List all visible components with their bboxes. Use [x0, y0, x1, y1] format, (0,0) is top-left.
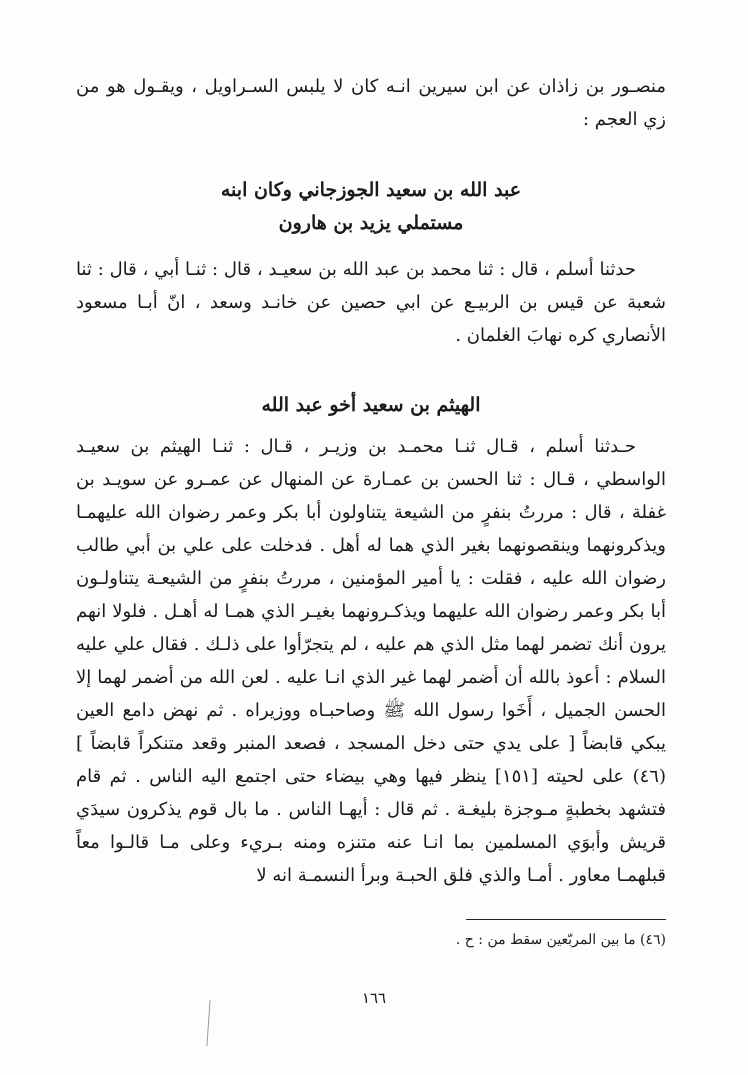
page-number: ١٦٦ — [361, 989, 387, 1007]
section1-heading-line1: عبد الله بن سعيد الجوزجاني وكان ابنه — [220, 179, 522, 201]
section2-text — [76, 430, 666, 892]
section2-heading: الهيثم بن سعيد أخو عبد الله — [261, 394, 481, 416]
intro-paragraph: منصـور بن زاذان عن ابن سيرين انـه كان لا يلبس السـراويل ، ويقـول هو من زي العجم : — [76, 76, 666, 130]
footnote-divider — [466, 919, 666, 920]
intro-text — [76, 70, 666, 136]
section2-paragraph: حـدثنا أسلم ، قـال ثنـا محمـد بن وزيـر ، قـال : ثنـا الهيثم بن سعيـد الواسطي ، قـال : ثنا الحسن بن عمـارة عن المنهال عن عمـرو عن سويـد بن غفلة ، قال : مررتُ بنفرٍ من الشيعة يتناولون أبا بكر وعمر رضوان الله عليهمـا ويذكرونهما وينقصونهما بغير الذي هما له أهل . فدخلت على علي بن أبي طالب رضوان الله عليه ، فقلت : يا أمير المؤمنين ، مررتُ بنفرٍ من الشيعـة يتناولـون أبا بكر وعمر رضوان الله عليهما ويذكـرونهما بغيـر الذي همـا له أهـل . فلولا انهم يرون أنك تضمر لهما مثل الذي هم عليه ، لم يتجرّأوا على ذلـك . فقال علي عليه السلام : أعوذ بالله أن أضمر لهما غير الذي انـا عليه . لعن الله من أضمر لهما إلا الحسن الجميل ، أَخَوا رسول الله ﷺ وصاحبـاه ووزيراه . ثم نهض دامع العين يبكي قابضاً [ على يدي حتى دخل المسجد ، فصعد المنبر وقعد متنكراً قابضاً ] (٤٦) على لحيته [١٥١] ينظر فيها وهي بيضاء حتى اجتمع اليه الناس . ثم قام فتشهد بخطبةٍ مـوجزة بليغـة . ثم قال : أيهـا الناس . ما بال قوم يذكرون سيدَي قريش وأبوَي المسلمين بما انـا عنه متنزه ومنه بـريء وعلى مـا قالـوا معاً قبلهمـا معاور . أمـا والذي فلق الحبـة وبرأ النسمـة انه لا — [76, 436, 666, 886]
section1-paragraph: حدثنا أسلم ، قال : ثنا محمد بن عبد الله بن سعيـد ، قال : ثنـا أبي ، قال : ثنا شعبة عن قيس بن الربيـع عن ابي حصين عن خانـد وسعد ، انّ أبـا مسعود الأنصاري كره نهابَ الغلمان . — [76, 259, 666, 346]
section1-heading — [76, 174, 666, 240]
section1-text — [76, 253, 666, 352]
footnote: (٤٦) ما بين المربّعين سقط من : ح . — [455, 932, 666, 948]
section1-heading-line2: مستملي يزيد بن هارون — [278, 212, 464, 234]
